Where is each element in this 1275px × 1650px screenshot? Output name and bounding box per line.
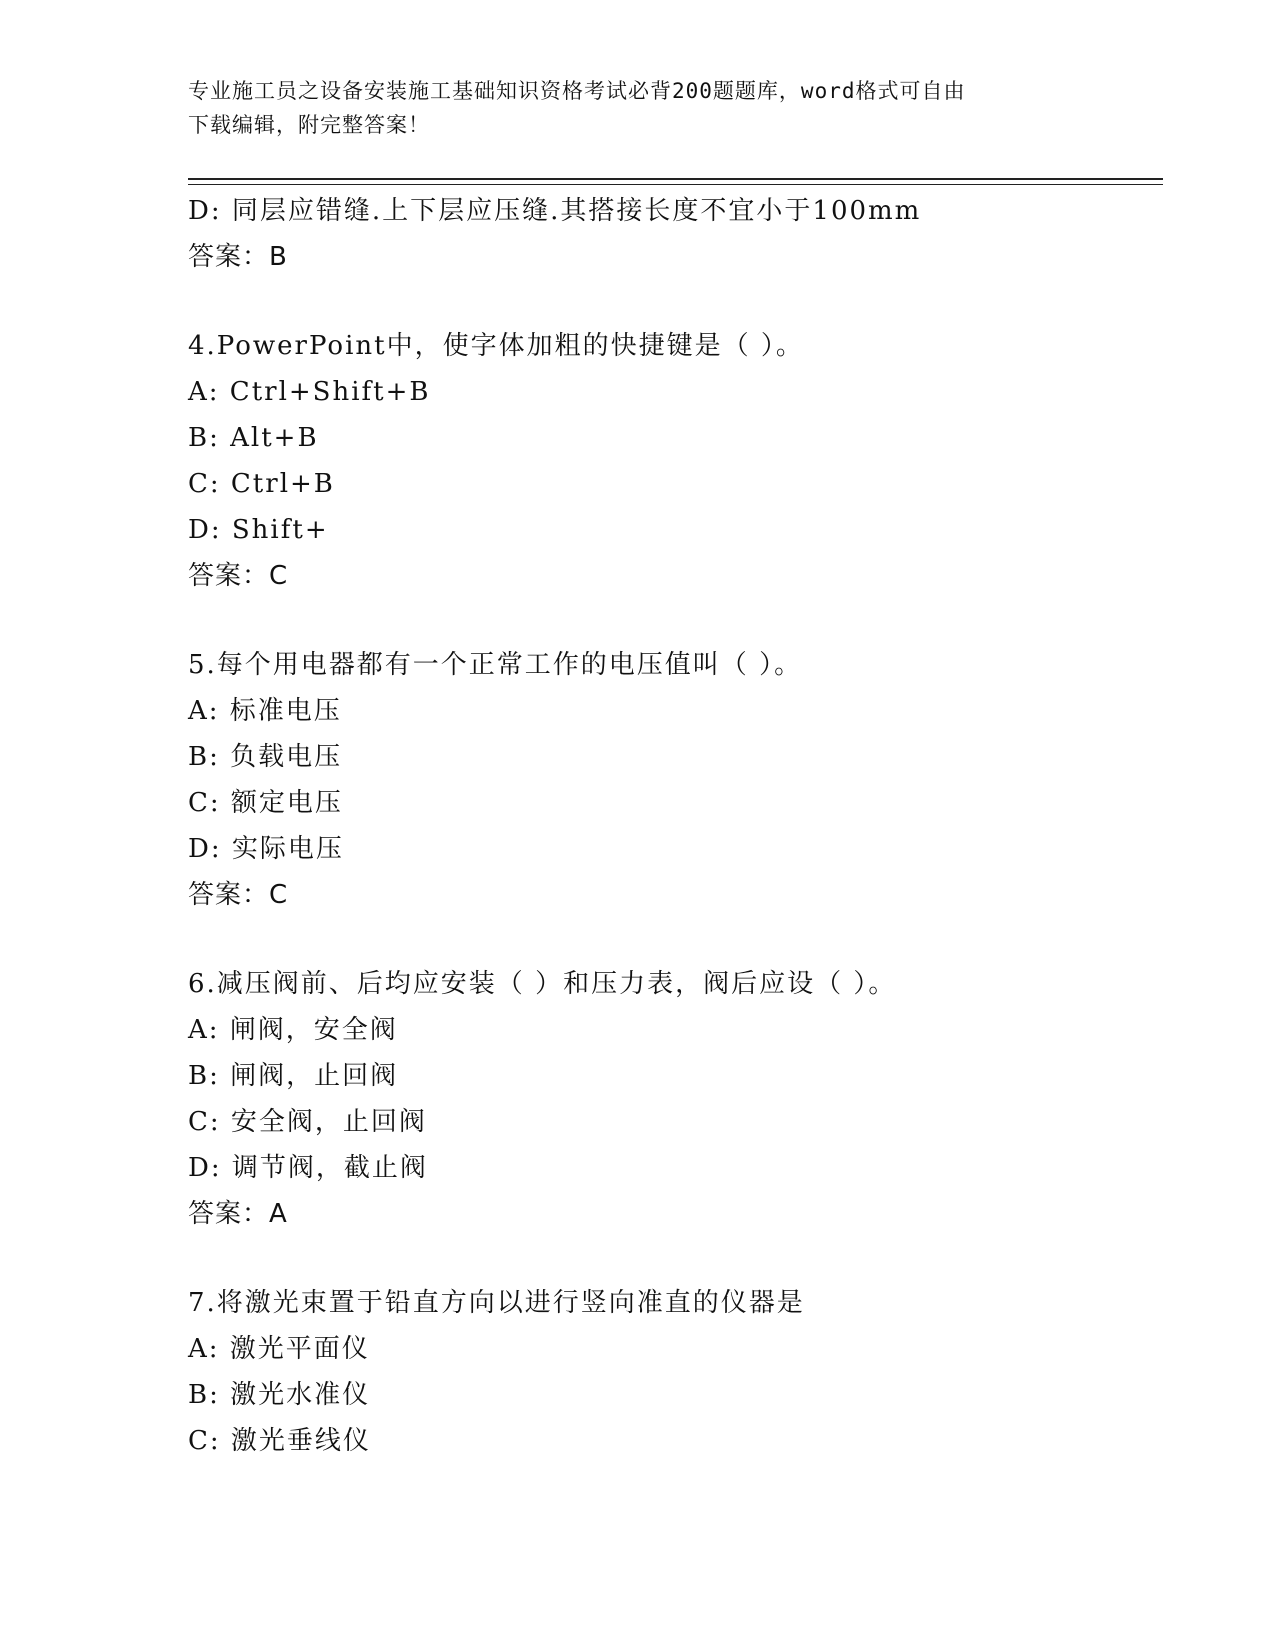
- question-5-option-d: D: 实际电压: [188, 834, 344, 864]
- header-divider-thin: [188, 184, 1163, 185]
- header-line-2: 下载编辑，附完整答案！: [188, 113, 430, 137]
- question-4-option-b: B: Alt+B: [188, 423, 319, 453]
- question-6-option-b: B: 闸阀，止回阀: [188, 1061, 399, 1091]
- spacer: [188, 599, 1168, 642]
- header-line-1: 专业施工员之设备安装施工基础知识资格考试必背200题题库，word格式可自由: [188, 79, 966, 103]
- question-5-option-c: C: 额定电压: [188, 788, 343, 818]
- spacer: [188, 280, 1168, 323]
- question-6-answer: 答案：A: [188, 1199, 288, 1229]
- question-5-answer: 答案：C: [188, 880, 289, 910]
- fragment-answer: 答案：B: [188, 242, 288, 272]
- question-4-option-a: A: Ctrl+Shift+B: [188, 377, 431, 407]
- question-4-option-d: D: Shift+: [188, 515, 329, 545]
- question-6-option-d: D: 调节阀，截止阀: [188, 1153, 428, 1183]
- question-6-stem: 6.减压阀前、后均应安装（ ）和压力表，阀后应设（ ）。: [188, 969, 897, 999]
- spacer: [188, 918, 1168, 961]
- question-7-option-c: C: 激光垂线仪: [188, 1426, 371, 1456]
- question-7-stem: 7.将激光束置于铅直方向以进行竖向准直的仪器是: [188, 1288, 805, 1318]
- question-4-stem: 4.PowerPoint中，使字体加粗的快捷键是（ ）。: [188, 331, 804, 361]
- question-7-option-b: B: 激光水准仪: [188, 1380, 371, 1410]
- spacer: [188, 1237, 1168, 1280]
- question-5-option-a: A: 标准电压: [188, 696, 342, 726]
- question-5-option-b: B: 负载电压: [188, 742, 343, 772]
- question-list: [188, 188, 1168, 1464]
- question-4-answer: 答案：C: [188, 561, 289, 591]
- question-7-option-a: A: 激光平面仪: [188, 1334, 370, 1364]
- question-6-option-c: C: 安全阀，止回阀: [188, 1107, 427, 1137]
- header-divider-thick: [188, 178, 1163, 180]
- fragment-option-d: D: 同层应错缝.上下层应压缝.其搭接长度不宜小于100mm: [188, 196, 922, 226]
- question-5-stem: 5.每个用电器都有一个正常工作的电压值叫（ ）。: [188, 650, 803, 680]
- document-header: [188, 74, 1088, 142]
- question-6-option-a: A: 闸阀，安全阀: [188, 1015, 398, 1045]
- question-4-option-c: C: Ctrl+B: [188, 469, 335, 499]
